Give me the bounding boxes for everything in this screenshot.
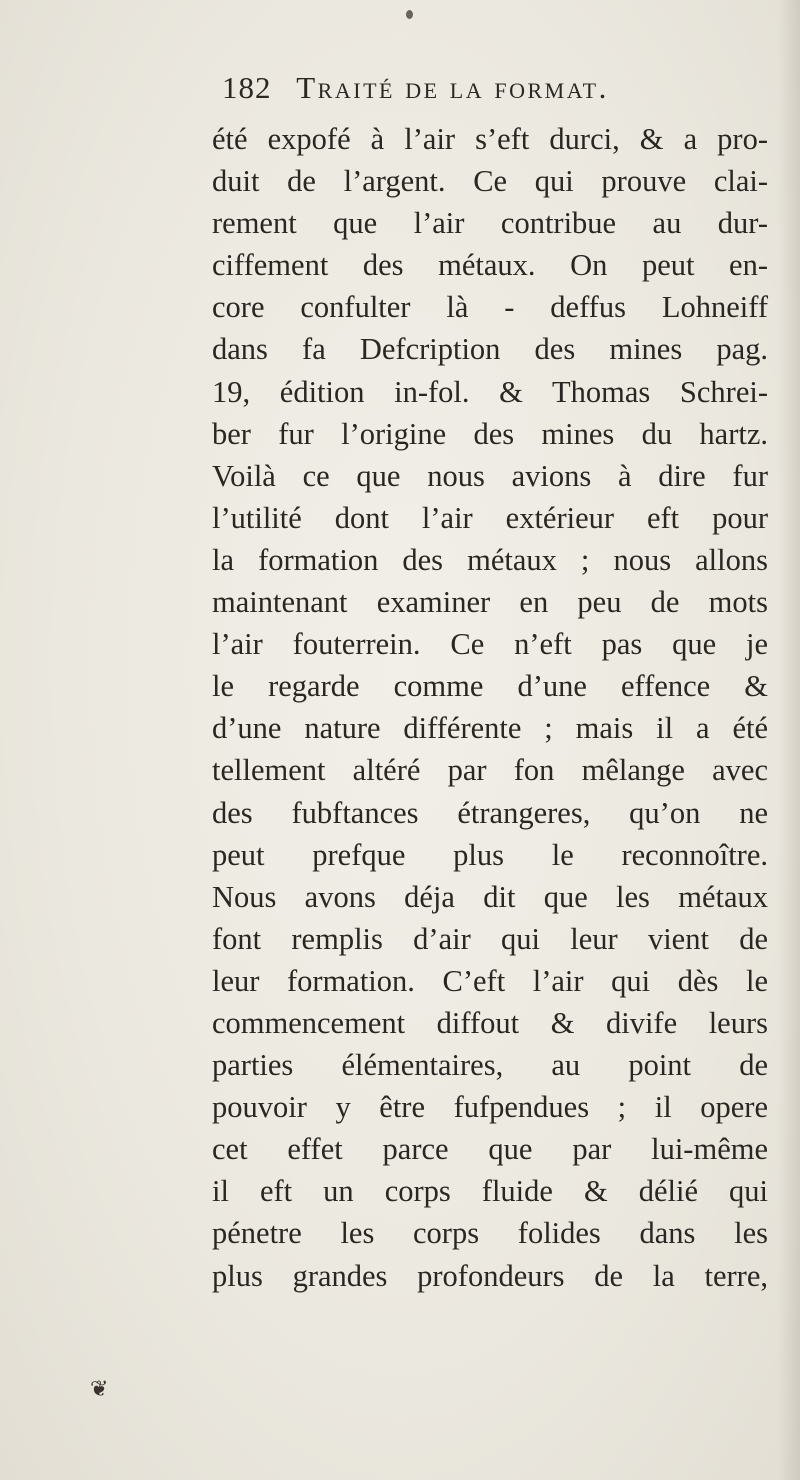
text-line: Voilà ce que nous avions à dire fur (212, 458, 768, 493)
running-title: Traité de la format. (296, 70, 609, 105)
text-line: le regarde comme d’une effence & (212, 669, 768, 704)
text-line: parties élémentaires, au point de (212, 1048, 768, 1083)
text-line: pénetre les corps folides dans les (212, 1216, 768, 1251)
text-line: maintenant examiner en peu de mots (212, 585, 768, 620)
ink-spot (406, 10, 413, 19)
text-line: Nous avons déja dit que les métaux (212, 879, 768, 914)
page-number: 182 (222, 70, 272, 105)
running-head (222, 70, 742, 106)
text-line: la formation des métaux ; nous allons (212, 542, 768, 577)
text-line: leur formation. C’eft l’air qui dès le (212, 963, 768, 998)
text-line: d’une nature différente ; mais il a été (212, 711, 768, 746)
text-line: des fubftances étrangeres, qu’on ne (212, 795, 768, 830)
text-line: l’utilité dont l’air extérieur eft pour (212, 500, 768, 535)
text-line: commencement diffout & divife leurs (212, 1005, 768, 1040)
text-line: il eft un corps fluide & délié qui (212, 1174, 768, 1209)
text-line: été expofé à l’air s’eft durci, & a pro- (212, 122, 768, 156)
text-line: l’air fouterrein. Ce n’eft pas que je (212, 627, 768, 662)
text-line: plus grandes profondeurs de la terre, (212, 1258, 768, 1293)
text-line: cet effet parce que par lui-même (212, 1132, 768, 1167)
text-line: peut prefque plus le reconnoître. (212, 837, 768, 872)
text-line: rement que l’air contribue au dur- (212, 206, 768, 241)
text-line: pouvoir y être fufpendues ; il opere (212, 1090, 768, 1125)
body-text (212, 118, 768, 1297)
text-line: core confulter là - deffus Lohneiff (212, 290, 768, 325)
text-line: ciffement des métaux. On peut en- (212, 248, 768, 283)
text-line: dans fa Defcription des mines pag. (212, 332, 768, 367)
text-line: ber fur l’origine des mines du hartz. (212, 416, 768, 451)
text-line: 19, édition in-fol. & Thomas Schrei- (212, 374, 768, 409)
text-line: duit de l’argent. Ce qui prouve clai- (212, 164, 768, 199)
text-line: tellement altéré par fon mêlange avec (212, 753, 768, 788)
page-edge-shadow (778, 0, 800, 1480)
fleuron-icon: ❦ (90, 1377, 109, 1402)
text-line: font remplis d’air qui leur vient de (212, 921, 768, 956)
